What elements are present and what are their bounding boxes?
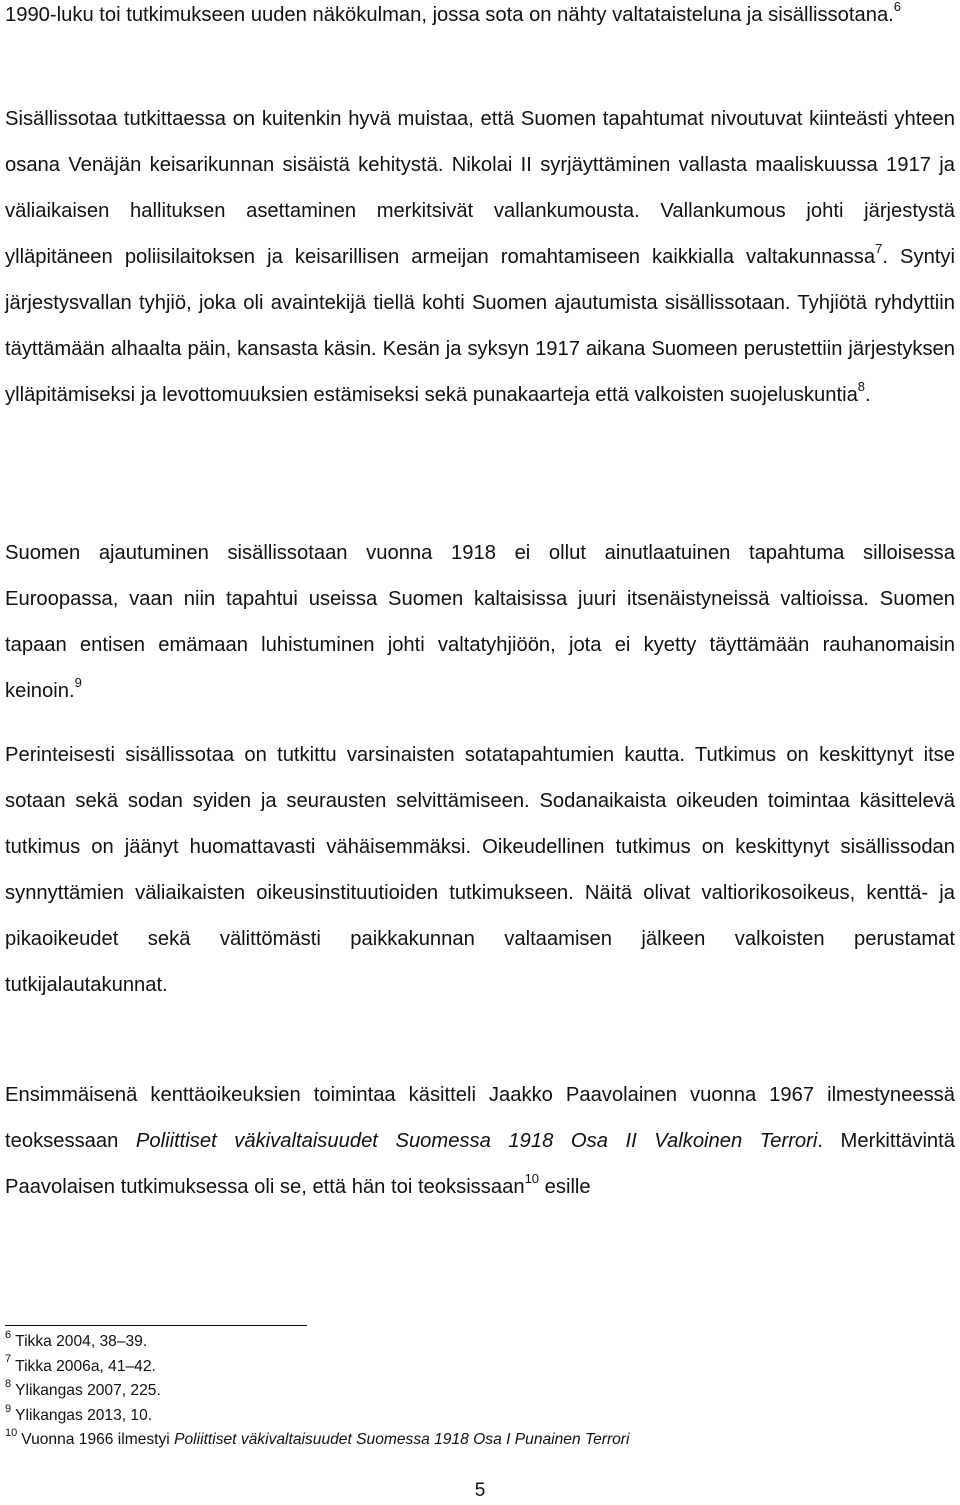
footnote-9 [5, 1404, 955, 1429]
paragraph-5 [5, 1072, 955, 1210]
paragraph-5-text-before: Ensimmäisenä kenttäoikeuksien toimintaa käsitteli Jaakko Paavolainen vuonna 1967 ilmestyneessä teoksessaan [5, 1084, 955, 1152]
footnote-ref-8[interactable]: 8 [857, 379, 866, 395]
book-title-valkoinen-terrori: Poliittiset väkivaltaisuudet Suomessa 1918 Osa II Valkoinen Terrori [135, 1130, 818, 1152]
paragraph-2-text-3: . [865, 384, 871, 406]
footnote-10 [5, 1428, 955, 1453]
footnote-ref-9[interactable]: 9 [74, 675, 82, 691]
footnote-ref-6[interactable]: 6 [893, 0, 902, 15]
footnote-number: 9 [5, 1402, 12, 1415]
footnote-number: 8 [5, 1378, 12, 1390]
paragraph-1-text: 1990-luku toi tutkimukseen uuden näkökulman, jossa sota on nähty valtataisteluna ja sisällissotana. [5, 4, 894, 26]
paragraph-3-text: Suomen ajautuminen sisällissotaan vuonna 1918 ei ollut ainutlaatuinen tapahtuma silloisessa Euroopassa, vaan niin tapahtui useissa Suomen kaltaisissa juuri itsenäistyneissä valtioissa. Suomen tapaan entisen emämaan luhistuminen johti valtatyhjiöön, jota ei kyetty täyttämään rauhanomaisin keinoin. [5, 542, 955, 702]
footnote-text: Tikka 2006a, 41–42. [15, 1357, 156, 1375]
paragraph-4-text: Perinteisesti sisällissotaa on tutkittu varsinaisten sotatapahtumien kautta. Tutkimus on keskittynyt itse sotaan sekä sodan syiden ja seurausten selvittämiseen. Sodanaikaista oikeuden toimintaa käsittelevä tutkimus on jäänyt huomattavasti vähäisemmäksi. Oikeudellinen tutkimus on keskittynyt sisällissodan synnyttämien väliaikaisten oikeusinstituutioiden tutkimukseen. Näitä olivat valtiorikosoikeus, kenttä- ja pikaoikeudet sekä välittömästi paikkakunnan valtaamisen jälkeen valkoisten perustamat tutkijalautakunnat. [5, 744, 955, 996]
paragraph-5-text-middle: . Merkittävintä Paavolaisen tutkimuksessa oli se, että hän toi teoksissaan [5, 1130, 955, 1198]
book-title-punainen-terrori: Poliittiset väkivaltaisuudet Suomessa 1918 Osa I Punainen Terrori [174, 1431, 630, 1449]
footnote-text: Vuonna 1966 ilmestyi [21, 1431, 175, 1449]
paragraph-1 [5, 0, 955, 38]
footnote-ref-10[interactable]: 10 [524, 1171, 540, 1187]
footnote-text: Ylikangas 2013, 10. [15, 1406, 153, 1424]
paragraph-2 [5, 96, 955, 418]
footnote-7 [5, 1355, 955, 1380]
paragraph-3 [5, 530, 955, 714]
footnotes [5, 1330, 955, 1453]
paragraph-4 [5, 732, 955, 1008]
footnote-separator [5, 1325, 307, 1326]
footnote-text: Tikka 2004, 38–39. [15, 1333, 148, 1350]
footnote-6 [5, 1330, 955, 1355]
paragraph-5-text-after: esille [539, 1176, 591, 1198]
footnote-8 [5, 1379, 955, 1404]
footnote-number: 7 [5, 1353, 12, 1366]
paragraph-2-text-1: Sisällissotaa tutkittaessa on kuitenkin hyvä muistaa, että Suomen tapahtumat nivoutuvat kiinteästi yhteen osana Venäjän keisarikunnan sisäistä kehitystä. Nikolai II syrjäyttäminen vallasta maaliskuussa 1917 ja väliaikaisen hallituksen asettaminen merkitsivät vallankumousta. Vallankumous johti järjestystä ylläpitäneen poliisilaitoksen ja keisarillisen armeijan romahtamiseen kaikkialla valtakunnassa [5, 108, 955, 268]
page-number: 5 [474, 1480, 486, 1501]
footnote-number: 6 [5, 1328, 12, 1341]
footnote-text: Ylikangas 2007, 225. [15, 1382, 161, 1400]
paragraph-2-text-2: . Syntyi järjestysvallan tyhjiö, joka oli avaintekijä tiellä kohti Suomen ajautumista sisällissotaan. Tyhjiötä ryhdyttiin täyttämään alhaalta päin, kansasta käsin. Kesän ja syksyn 1917 aikana Suomeen perustettiin järjestyksen ylläpitämiseksi ja levottomuuksien estämiseksi sekä punakaarteja että valkoisten suojeluskuntia [5, 246, 955, 406]
footnote-number: 10 [5, 1427, 18, 1440]
footnote-ref-7[interactable]: 7 [875, 241, 883, 257]
